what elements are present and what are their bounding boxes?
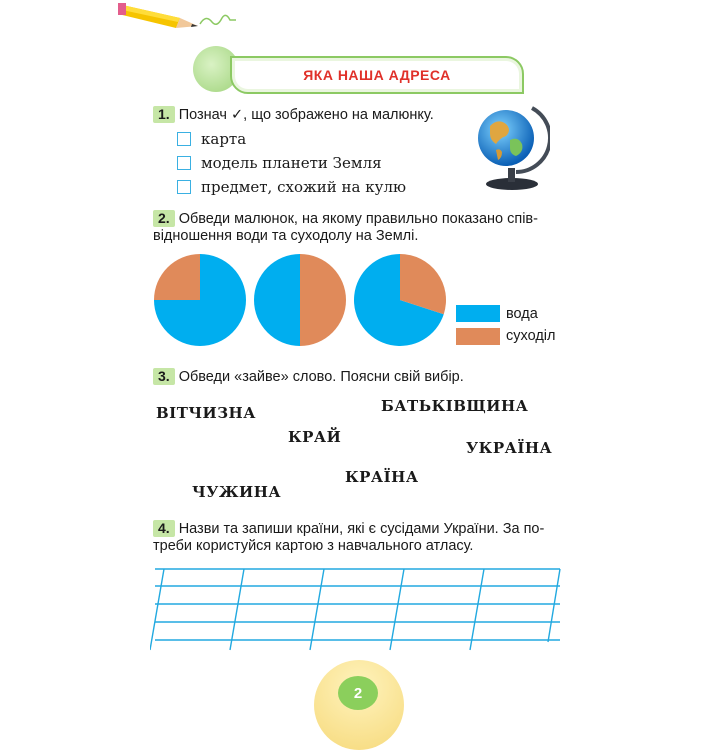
- word-batkivshchyna[interactable]: БАТЬКІВЩИНА: [381, 397, 529, 415]
- word-ukraina[interactable]: УКРАЇНА: [466, 439, 553, 457]
- pencil-icon: [118, 0, 248, 34]
- checkbox[interactable]: [177, 180, 191, 194]
- task-2-number: 2.: [153, 210, 175, 227]
- word-krai[interactable]: КРАЙ: [288, 428, 342, 446]
- checkbox[interactable]: [177, 132, 191, 146]
- task-3-number: 3.: [153, 368, 175, 385]
- task-1-option-2[interactable]: [177, 154, 382, 172]
- page-number: 2: [338, 676, 378, 710]
- checkbox[interactable]: [177, 156, 191, 170]
- option-label: карта: [201, 130, 247, 148]
- pie-charts: [150, 250, 455, 350]
- task-1-text: Познач ✓, що зображено на малюнку.: [178, 107, 434, 123]
- task-2: [153, 210, 538, 228]
- legend-swatch-water: [456, 305, 500, 322]
- task-1-number: 1.: [153, 106, 175, 123]
- task-4-number: 4.: [153, 520, 175, 537]
- writing-grid[interactable]: [150, 562, 565, 652]
- pie-2[interactable]: [254, 254, 346, 346]
- section-title: ЯКА НАША АДРЕСА: [303, 67, 451, 83]
- option-label: предмет, схожий на кулю: [201, 178, 407, 196]
- task-2-line-2: відношення води та суходолу на Землі.: [153, 228, 419, 244]
- legend-label-water: вода: [506, 306, 538, 322]
- option-label: модель планети Земля: [201, 154, 382, 172]
- legend-label-land: суходіл: [506, 328, 556, 344]
- word-chuzhyna[interactable]: ЧУЖИНА: [192, 483, 282, 501]
- pie-1[interactable]: [154, 254, 246, 346]
- legend-swatch-land: [456, 328, 500, 345]
- word-vitchyzna[interactable]: ВІТЧИЗНА: [156, 404, 256, 422]
- task-3: [153, 368, 464, 386]
- globe-icon: [470, 100, 550, 192]
- task-4-line-2-wrap: [153, 537, 473, 555]
- task-1-option-3[interactable]: [177, 178, 406, 196]
- section-title-box: [230, 56, 524, 94]
- task-1: [153, 106, 434, 124]
- pie-3[interactable]: [354, 254, 446, 346]
- task-4-line-1: Назви та запиши країни, які є сусідами України. За по-: [178, 521, 545, 537]
- task-4-line-2: треби користуйся картою з навчального атласу.: [153, 538, 474, 554]
- task-4: [153, 520, 544, 538]
- task-2-line-1: Обведи малюнок, на якому правильно показано спів-: [178, 211, 538, 227]
- task-2-line-2-wrap: [153, 227, 418, 245]
- word-kraina[interactable]: КРАЇНА: [345, 468, 419, 486]
- task-1-option-1[interactable]: [177, 130, 246, 148]
- task-3-text: Обведи «зайве» слово. Поясни свій вибір.: [178, 369, 464, 385]
